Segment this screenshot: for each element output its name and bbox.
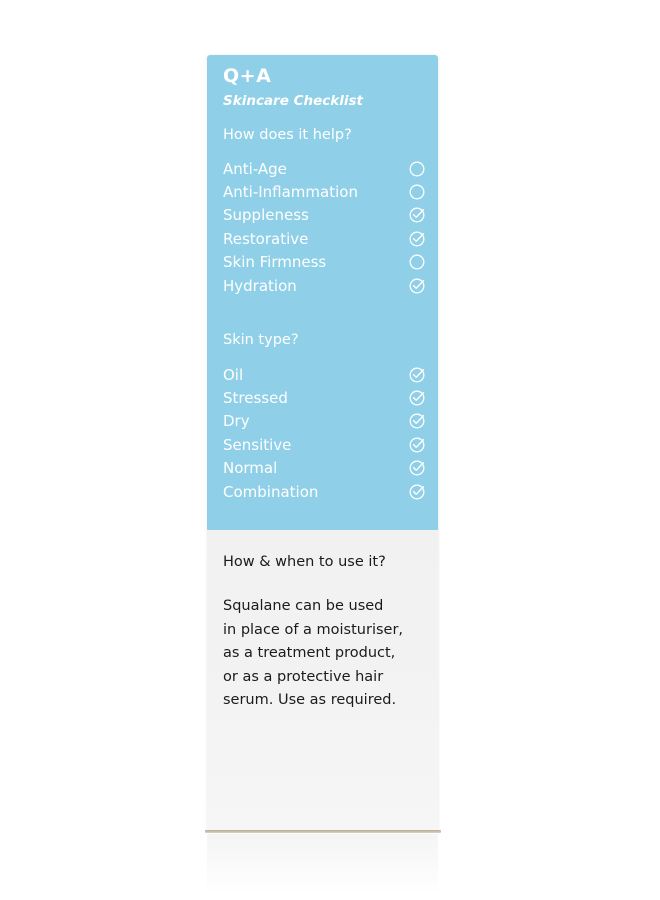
skin-type-label: Stressed: [223, 389, 288, 408]
check-circle-icon: [409, 367, 425, 383]
box-reflection: [207, 834, 438, 894]
skin-type-label: Normal: [223, 459, 278, 478]
check-circle-icon: [409, 437, 425, 453]
checklist-title: Skincare Checklist: [223, 93, 363, 109]
box-bottom-edge: [205, 830, 441, 833]
benefit-label: Hydration: [223, 276, 297, 295]
skin-type-heading: Skin type?: [223, 332, 299, 348]
benefit-item-restorative: [223, 227, 423, 250]
usage-line: serum. Use as required.: [223, 692, 397, 708]
skin-type-item-sensitive: [223, 433, 423, 456]
benefit-label: Suppleness: [223, 206, 309, 225]
skin-type-item-oil: [223, 363, 423, 386]
benefit-label: Anti-Age: [223, 159, 287, 178]
check-circle-icon: [409, 460, 425, 476]
benefit-label: Anti-Inflammation: [223, 183, 358, 202]
benefit-label: Restorative: [223, 229, 309, 248]
checklist-panel: [207, 55, 438, 530]
benefit-item-skin-firmness: [223, 251, 423, 274]
check-circle-icon: [409, 413, 425, 429]
benefit-item-anti-age: [223, 157, 423, 180]
skin-type-list: [223, 363, 423, 503]
check-circle-icon: [409, 484, 425, 500]
check-circle-icon: [409, 390, 425, 406]
benefit-item-hydration: [223, 274, 423, 297]
benefits-list: [223, 157, 423, 297]
usage-line: Squalane can be used: [223, 598, 384, 614]
check-circle-icon: [409, 207, 425, 223]
empty-circle-icon: [409, 184, 425, 200]
skin-type-label: Dry: [223, 412, 250, 431]
usage-line: or as a protective hair: [223, 668, 384, 685]
check-circle-icon: [409, 278, 425, 294]
product-box: [207, 55, 438, 831]
usage-heading: How & when to use it?: [223, 554, 386, 570]
usage-instructions: [223, 595, 433, 713]
skin-type-label: Oil: [223, 365, 244, 384]
skin-type-label: Combination: [223, 482, 319, 501]
check-circle-icon: [409, 231, 425, 247]
skin-type-item-stressed: [223, 386, 423, 409]
benefit-item-suppleness: [223, 204, 423, 227]
benefit-item-anti-inflammation: [223, 180, 423, 203]
usage-line: as a treatment product,: [223, 645, 396, 661]
benefits-heading: How does it help?: [223, 127, 352, 143]
empty-circle-icon: [409, 161, 425, 177]
usage-line: in place of a moisturiser,: [223, 621, 404, 638]
skin-type-item-normal: [223, 457, 423, 480]
brand-logo: Q+A: [223, 65, 272, 87]
empty-circle-icon: [409, 254, 425, 270]
skin-type-item-combination: [223, 480, 423, 503]
benefit-label: Skin Firmness: [223, 253, 327, 272]
skin-type-item-dry: [223, 410, 423, 433]
skin-type-label: Sensitive: [223, 435, 292, 454]
